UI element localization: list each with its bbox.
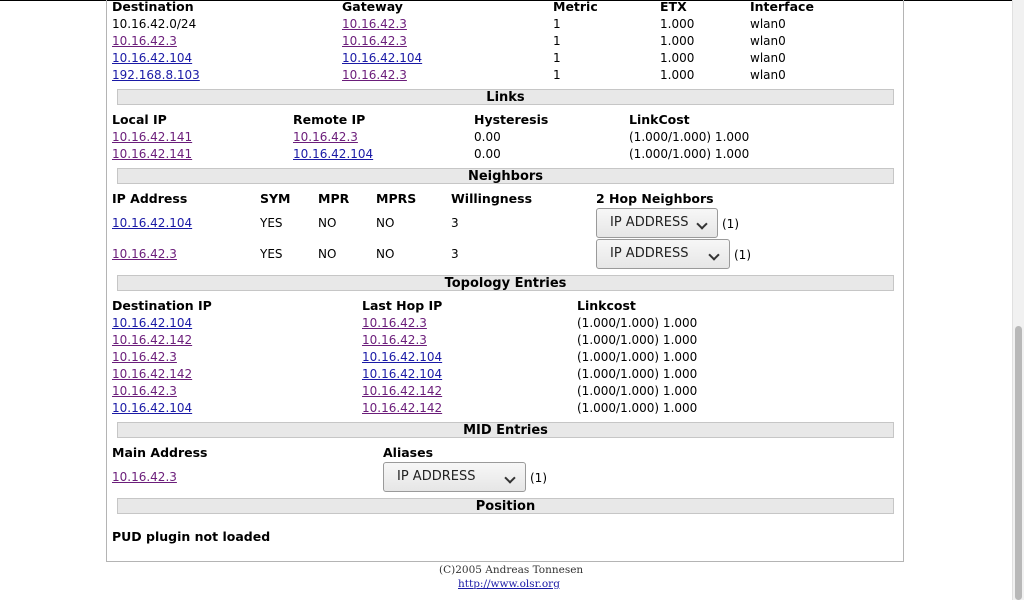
topology-linkcost: (1.000/1.000) 1.000 [577, 401, 698, 415]
vertical-scrollbar[interactable] [1012, 0, 1024, 600]
route-gateway-link[interactable]: 10.16.42.3 [342, 17, 407, 31]
mid-main-address-link[interactable]: 10.16.42.3 [112, 470, 177, 484]
col-mpr: MPR [318, 191, 350, 206]
two-hop-count: (1) [734, 248, 751, 262]
topology-dest-link[interactable]: 10.16.42.142 [112, 367, 193, 381]
col-two-hop: 2 Hop Neighbors [596, 191, 714, 206]
topology-lasthop-link[interactable]: 10.16.42.142 [362, 401, 443, 415]
link-cost: (1.000/1.000) 1.000 [629, 130, 750, 144]
links-section-header: Links [117, 89, 894, 105]
route-destination-link[interactable]: 10.16.42.104 [112, 51, 193, 65]
col-destination-ip: Destination IP [112, 298, 212, 313]
col-remote-ip: Remote IP [293, 112, 366, 127]
link-hysteresis: 0.00 [474, 147, 501, 161]
scrollbar-thumb[interactable] [1015, 326, 1022, 600]
col-destination: Destination [112, 0, 194, 14]
topology-dest-link[interactable]: 10.16.42.104 [112, 401, 193, 415]
col-last-hop-ip: Last Hop IP [362, 298, 443, 313]
route-metric: 1 [553, 68, 561, 82]
neighbor-mpr: NO [318, 247, 337, 261]
two-hop-select-value: IP ADDRESS [610, 215, 689, 230]
col-interface: Interface [750, 0, 814, 14]
topology-lasthop-link[interactable]: 10.16.42.142 [362, 384, 443, 398]
route-destination: 10.16.42.0/24 [112, 17, 197, 31]
route-metric: 1 [553, 51, 561, 65]
route-gateway-link[interactable]: 10.16.42.3 [342, 34, 407, 48]
neighbor-ip-link[interactable]: 10.16.42.3 [112, 247, 177, 261]
two-hop-select-value: IP ADDRESS [610, 246, 689, 261]
two-hop-select[interactable] [596, 208, 718, 238]
col-willingness: Willingness [451, 191, 533, 206]
col-linkcost: Linkcost [577, 298, 636, 313]
topology-linkcost: (1.000/1.000) 1.000 [577, 367, 698, 381]
mid-section-header: MID Entries [117, 422, 894, 438]
route-etx: 1.000 [660, 34, 695, 48]
topology-lasthop-link[interactable]: 10.16.42.104 [362, 350, 443, 364]
route-metric: 1 [553, 34, 561, 48]
link-hysteresis: 0.00 [474, 130, 501, 144]
topology-linkcost: (1.000/1.000) 1.000 [577, 384, 698, 398]
link-local-ip[interactable]: 10.16.42.141 [112, 147, 193, 161]
route-interface: wlan0 [750, 51, 786, 65]
topology-dest-link[interactable]: 10.16.42.3 [112, 350, 177, 364]
neighbor-mprs: NO [376, 247, 395, 261]
route-metric: 1 [553, 17, 561, 31]
col-ip-address: IP Address [112, 191, 188, 206]
col-linkcost: LinkCost [629, 112, 690, 127]
aliases-select[interactable] [383, 462, 526, 492]
neighbor-sym: YES [260, 247, 283, 261]
topology-dest-link[interactable]: 10.16.42.3 [112, 384, 177, 398]
topology-lasthop-link[interactable]: 10.16.42.3 [362, 333, 427, 347]
neighbor-mprs: NO [376, 216, 395, 230]
neighbor-sym: YES [260, 216, 283, 230]
link-local-ip[interactable]: 10.16.42.141 [112, 130, 193, 144]
topology-linkcost: (1.000/1.000) 1.000 [577, 350, 698, 364]
col-hysteresis: Hysteresis [474, 112, 549, 127]
route-interface: wlan0 [750, 68, 786, 82]
two-hop-select[interactable] [596, 239, 730, 269]
topology-section-header: Topology Entries [117, 275, 894, 291]
topology-lasthop-link[interactable]: 10.16.42.3 [362, 316, 427, 330]
neighbor-mpr: NO [318, 216, 337, 230]
footer-olsr-link[interactable]: http://www.olsr.org [458, 578, 560, 590]
topology-linkcost: (1.000/1.000) 1.000 [577, 316, 698, 330]
neighbors-section-header: Neighbors [117, 168, 894, 184]
route-interface: wlan0 [750, 17, 786, 31]
position-section-header: Position [117, 498, 894, 514]
chevron-down-icon [696, 218, 707, 229]
topology-linkcost: (1.000/1.000) 1.000 [577, 333, 698, 347]
route-etx: 1.000 [660, 68, 695, 82]
col-etx: ETX [660, 0, 687, 14]
route-destination-link[interactable]: 10.16.42.3 [112, 34, 177, 48]
col-gateway: Gateway [342, 0, 403, 14]
route-gateway-link[interactable]: 10.16.42.104 [342, 51, 423, 65]
route-etx: 1.000 [660, 17, 695, 31]
topology-dest-link[interactable]: 10.16.42.142 [112, 333, 193, 347]
link-remote-ip[interactable]: 10.16.42.3 [293, 130, 358, 144]
col-metric: Metric [553, 0, 598, 14]
route-interface: wlan0 [750, 34, 786, 48]
pud-status-message: PUD plugin not loaded [112, 529, 271, 544]
col-main-address: Main Address [112, 445, 208, 460]
footer-copyright: (C)2005 Andreas Tonnesen [439, 564, 584, 576]
route-destination-link[interactable]: 192.168.8.103 [112, 68, 200, 82]
chevron-down-icon [504, 472, 515, 483]
link-remote-ip[interactable]: 10.16.42.104 [293, 147, 374, 161]
topology-dest-link[interactable]: 10.16.42.104 [112, 316, 193, 330]
aliases-select-value: IP ADDRESS [397, 469, 476, 484]
col-local-ip: Local IP [112, 112, 167, 127]
col-sym: SYM [260, 191, 291, 206]
neighbor-willingness: 3 [451, 247, 459, 261]
two-hop-count: (1) [722, 217, 739, 231]
link-cost: (1.000/1.000) 1.000 [629, 147, 750, 161]
route-etx: 1.000 [660, 51, 695, 65]
col-mprs: MPRS [376, 191, 417, 206]
chevron-down-icon [708, 249, 719, 260]
route-gateway-link[interactable]: 10.16.42.3 [342, 68, 407, 82]
neighbor-ip-link[interactable]: 10.16.42.104 [112, 216, 193, 230]
col-aliases: Aliases [383, 445, 434, 460]
aliases-count: (1) [530, 471, 547, 485]
neighbor-willingness: 3 [451, 216, 459, 230]
topology-lasthop-link[interactable]: 10.16.42.104 [362, 367, 443, 381]
